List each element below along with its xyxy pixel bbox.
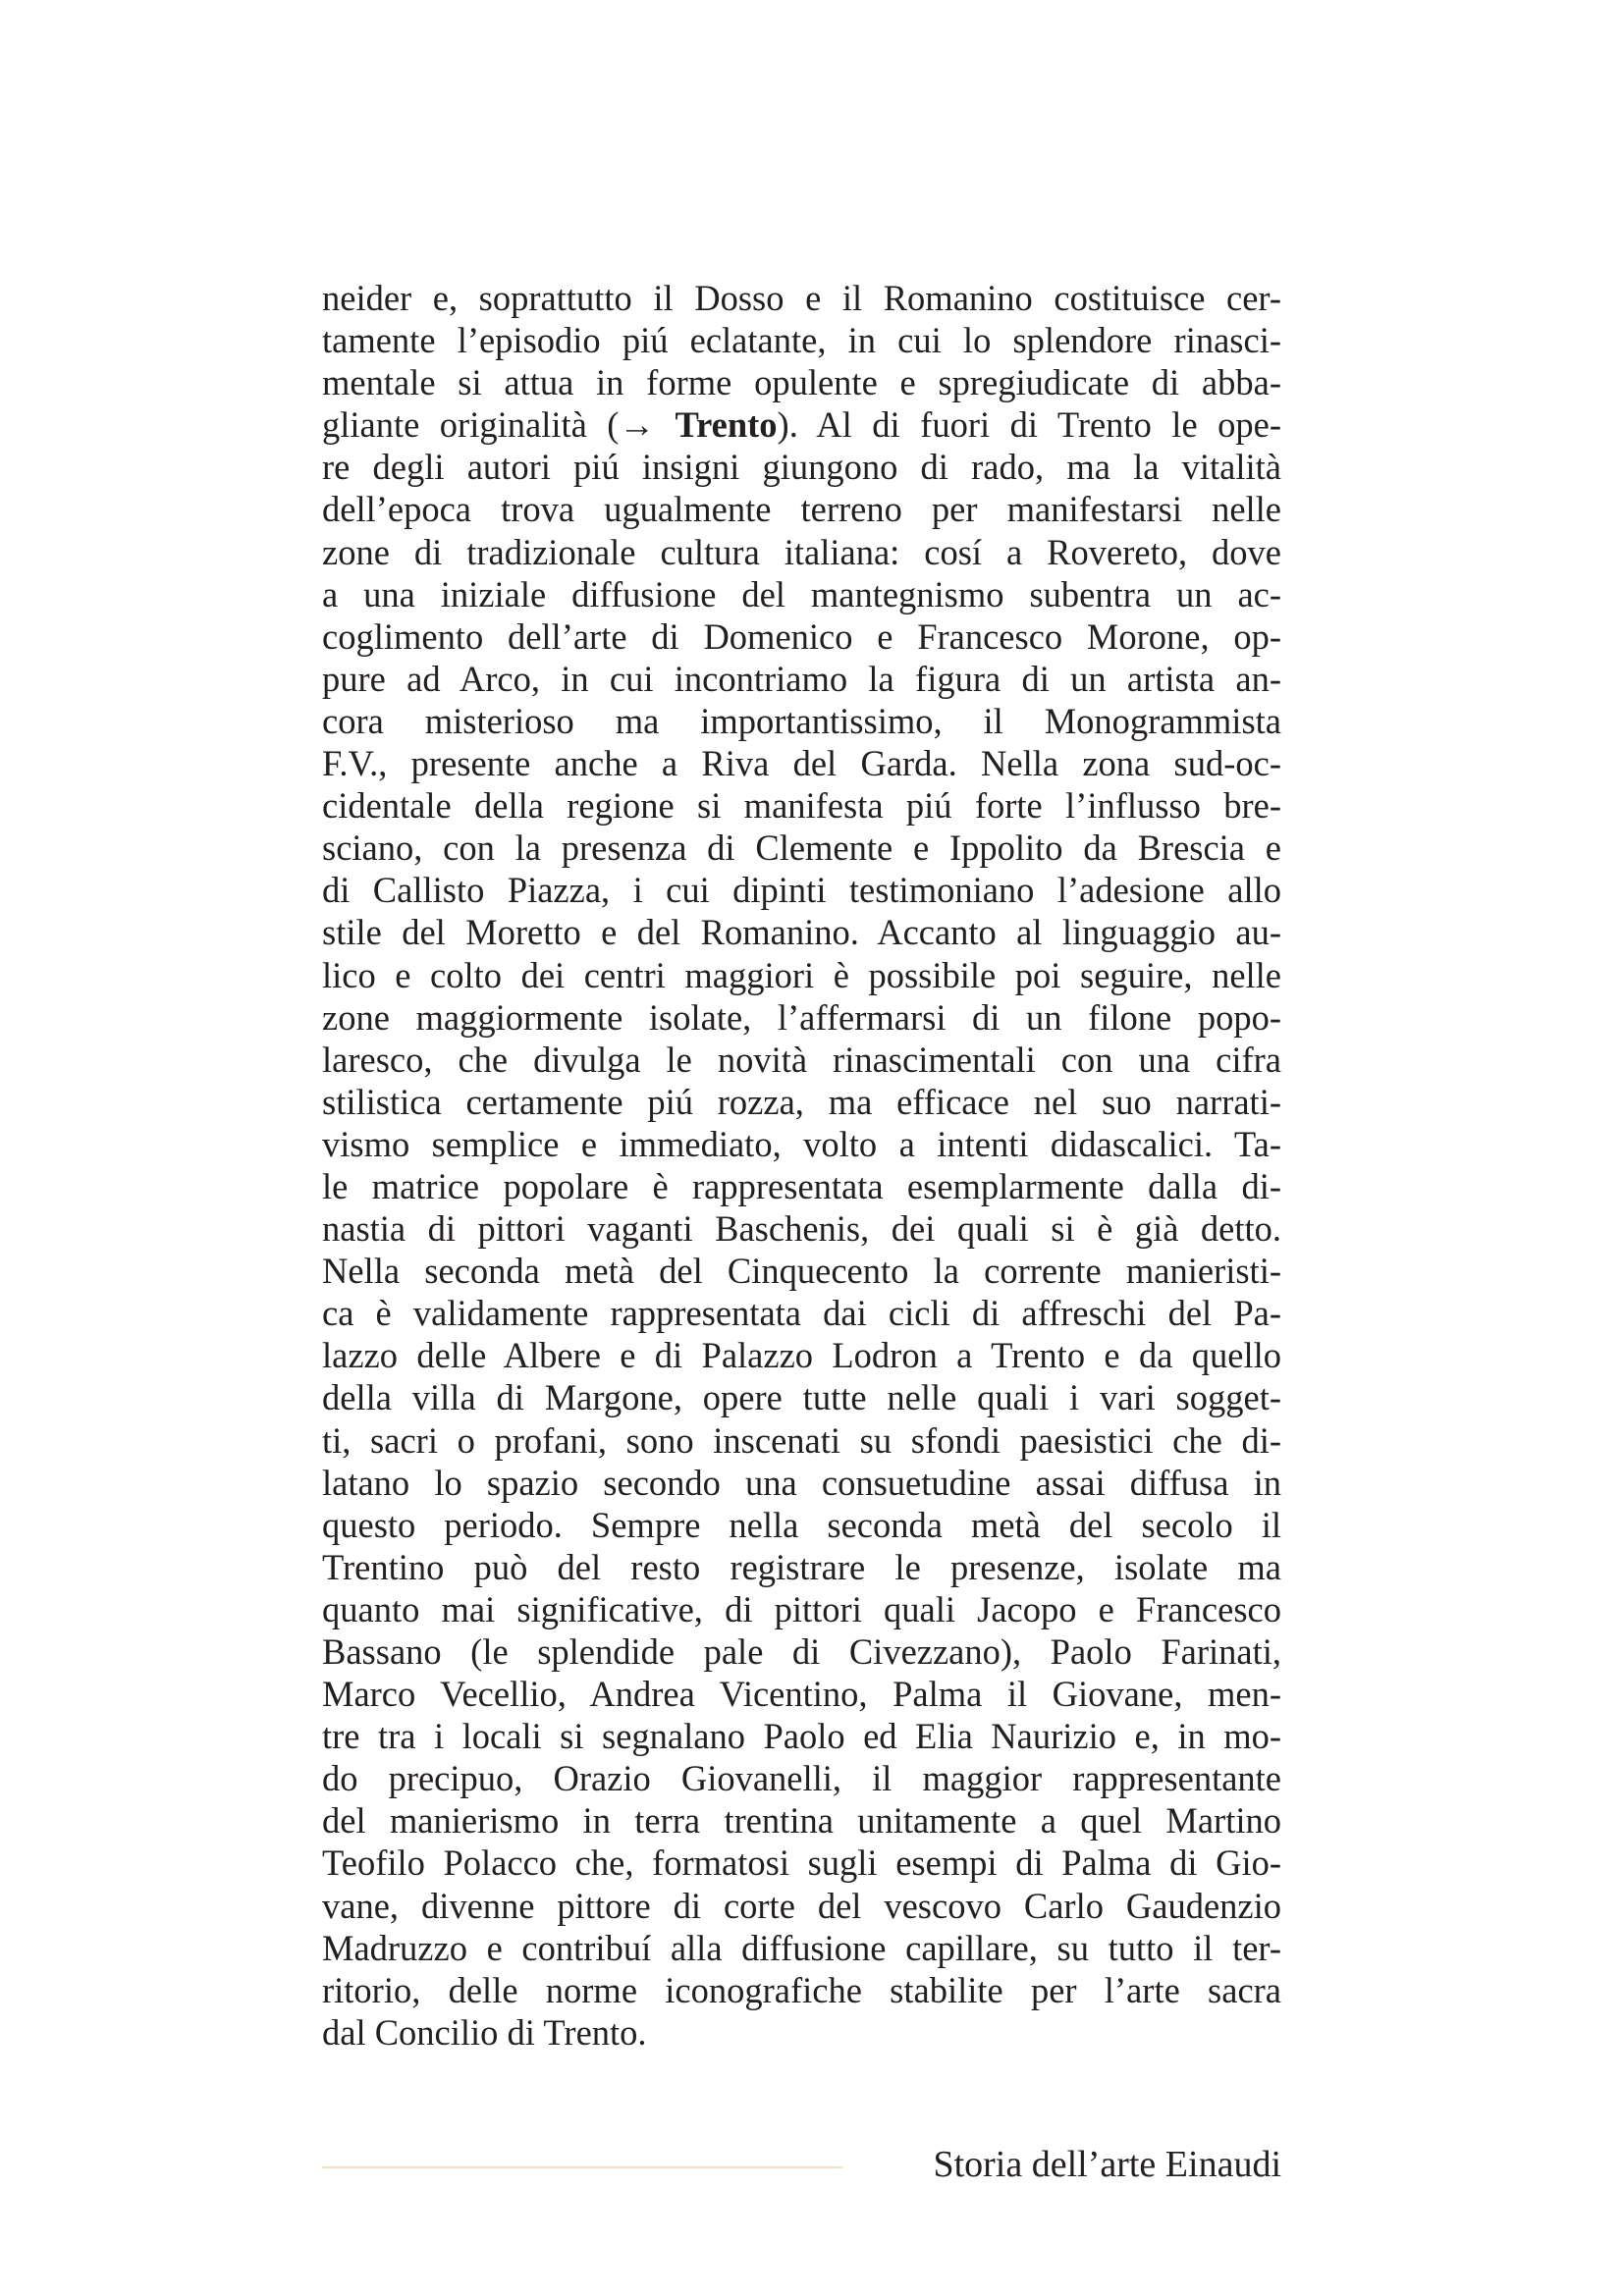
- text-segment: vane, divenne pittore di corte del vescovo Carlo Gaudenzio: [322, 1885, 1281, 1926]
- text-segment: zone maggiormente isolate, l’affermarsi di un filone popo-: [322, 996, 1281, 1038]
- text-line: [322, 1039, 1281, 1081]
- text-segment: ca è validamente rappresentata dai cicli di affreschi del Pa-: [322, 1293, 1281, 1334]
- text-segment: ritorio, delle norme iconografiche stabilite per l’arte sacra: [322, 1969, 1281, 2010]
- text-line: [322, 1123, 1281, 1165]
- text-line: [322, 827, 1281, 869]
- body-paragraph: [322, 277, 1281, 2054]
- text-line: [322, 1292, 1281, 1334]
- text-segment: quanto mai significative, di pittori quali Jacopo e Francesco: [322, 1588, 1281, 1629]
- text-line: [322, 996, 1281, 1039]
- footer-rule: [322, 2166, 842, 2168]
- text-line: [322, 1630, 1281, 1673]
- text-segment: mentale si attua in forme opulente e spregiudicate di abba-: [322, 362, 1281, 403]
- text-line: [322, 954, 1281, 996]
- text-segment: dell’epoca trova ugualmente terreno per manifestarsi nelle: [322, 489, 1281, 530]
- text-line: [322, 658, 1281, 700]
- text-line: [322, 1673, 1281, 1715]
- text-segment: cidentale della regione si manifesta piú forte l’influsso bre-: [322, 785, 1281, 827]
- text-line: [322, 911, 1281, 953]
- text-line: [322, 488, 1281, 530]
- text-segment: dal Concilio di Trento.: [322, 2011, 647, 2053]
- text-segment: coglimento dell’arte di Domenico e Francesco Morone, op-: [322, 615, 1281, 657]
- text-segment: do precipuo, Orazio Giovanelli, il maggior rappresentante: [322, 1758, 1281, 1799]
- text-line: [322, 1376, 1281, 1418]
- text-segment: stilistica certamente piú rozza, ma efficace nel suo narrati-: [322, 1081, 1281, 1122]
- text-line: [322, 869, 1281, 911]
- text-segment: a una iniziale diffusione del mantegnismo subentra un ac-: [322, 573, 1281, 614]
- text-line: [322, 784, 1281, 827]
- text-line: [322, 573, 1281, 615]
- text-line: [322, 615, 1281, 658]
- text-line: [322, 1250, 1281, 1292]
- text-line: [322, 531, 1281, 573]
- text-line: [322, 1504, 1281, 1546]
- text-line: [322, 1419, 1281, 1462]
- text-line: [322, 700, 1281, 742]
- text-line: [322, 1462, 1281, 1504]
- text-segment: neider e, soprattutto il Dosso e il Romanino costituisce cer-: [322, 278, 1281, 318]
- text-line: [322, 1546, 1281, 1588]
- text-segment: sciano, con la presenza di Clemente e Ippolito da Brescia e: [322, 828, 1281, 869]
- text-segment: latano lo spazio secondo una consuetudine assai diffusa in: [322, 1462, 1281, 1503]
- text-segment: Trentino può del resto registrare le presenze, isolate ma: [322, 1546, 1281, 1587]
- text-line: [322, 1334, 1281, 1376]
- text-segment: nastia di pittori vaganti Baschenis, dei quali si è già detto.: [322, 1208, 1281, 1250]
- text-segment: del manierismo in terra trentina unitamente a quel Martino: [322, 1800, 1281, 1842]
- text-segment: Marco Vecellio, Andrea Vicentino, Palma il Giovane, men-: [322, 1674, 1281, 1715]
- cross-reference-bold: Trento: [675, 404, 778, 446]
- text-segment: stile del Moretto e del Romanino. Accanto al linguaggio au-: [322, 912, 1281, 953]
- text-line: [322, 1757, 1281, 1799]
- text-segment: ti, sacri o profani, sono inscenati su sfondi paesistici che di-: [322, 1419, 1281, 1461]
- text-segment: F.V., presente anche a Riva del Garda. Nella zona sud-oc-: [322, 743, 1281, 784]
- text-line: [322, 361, 1281, 403]
- text-line: [322, 1207, 1281, 1250]
- text-segment: Bassano (le splendide pale di Civezzano), Paolo Farinati,: [322, 1631, 1281, 1672]
- text-line: [322, 1165, 1281, 1207]
- text-line: [322, 446, 1281, 488]
- text-segment: ). Al di fuori di Trento le ope-: [777, 404, 1281, 446]
- text-line: [322, 277, 1281, 319]
- text-segment: vismo semplice e immediato, volto a intenti didascalici. Ta-: [322, 1123, 1281, 1164]
- text-segment: di Callisto Piazza, i cui dipinti testimoniano l’adesione allo: [322, 870, 1281, 911]
- text-line: [322, 1842, 1281, 1884]
- text-segment: zone di tradizionale cultura italiana: cosí a Rovereto, dove: [322, 531, 1281, 572]
- footer-title: Storia dell’arte Einaudi: [933, 2144, 1281, 2185]
- text-segment: tre tra i locali si segnalano Paolo ed Elia Naurizio e, in mo-: [322, 1716, 1281, 1757]
- text-segment: laresco, che divulga le novità rinascimentali con una cifra: [322, 1039, 1281, 1080]
- text-segment: della villa di Margone, opere tutte nelle quali i vari sogget-: [322, 1377, 1281, 1418]
- text-line: [322, 1927, 1281, 1969]
- text-segment: gliante originalità (→: [322, 404, 676, 446]
- text-line: [322, 1081, 1281, 1123]
- text-segment: lazzo delle Albere e di Palazzo Lodron a Trento e da quello: [322, 1335, 1281, 1376]
- text-segment: cora misterioso ma importantissimo, il Monogrammista: [322, 700, 1281, 741]
- text-segment: Teofilo Polacco che, formatosi sugli esempi di Palma di Gio-: [322, 1842, 1281, 1884]
- text-segment: Madruzzo e contribuí alla diffusione capillare, su tutto il ter-: [322, 1927, 1281, 1968]
- text-segment: pure ad Arco, in cui incontriamo la figura di un artista an-: [322, 658, 1281, 699]
- text-line: [322, 1588, 1281, 1630]
- text-line: [322, 742, 1281, 784]
- text-segment: le matrice popolare è rappresentata esemplarmente dalla di-: [322, 1165, 1281, 1206]
- text-segment: tamente l’episodio piú eclatante, in cui lo splendore rinasci-: [322, 320, 1281, 361]
- text-line: [322, 319, 1281, 361]
- text-line: [322, 1799, 1281, 1842]
- text-segment: Nella seconda metà del Cinquecento la corrente manieristi-: [322, 1251, 1281, 1292]
- text-segment: lico e colto dei centri maggiori è possibile poi seguire, nelle: [322, 954, 1281, 995]
- text-line: [322, 403, 1281, 446]
- text-line: [322, 1969, 1281, 2011]
- text-segment: re degli autori piú insigni giungono di rado, ma la vitalità: [322, 447, 1281, 488]
- text-segment: questo periodo. Sempre nella seconda metà del secolo il: [322, 1504, 1281, 1545]
- text-line: [322, 1715, 1281, 1757]
- text-line: [322, 1885, 1281, 1927]
- text-line: [322, 2011, 1281, 2054]
